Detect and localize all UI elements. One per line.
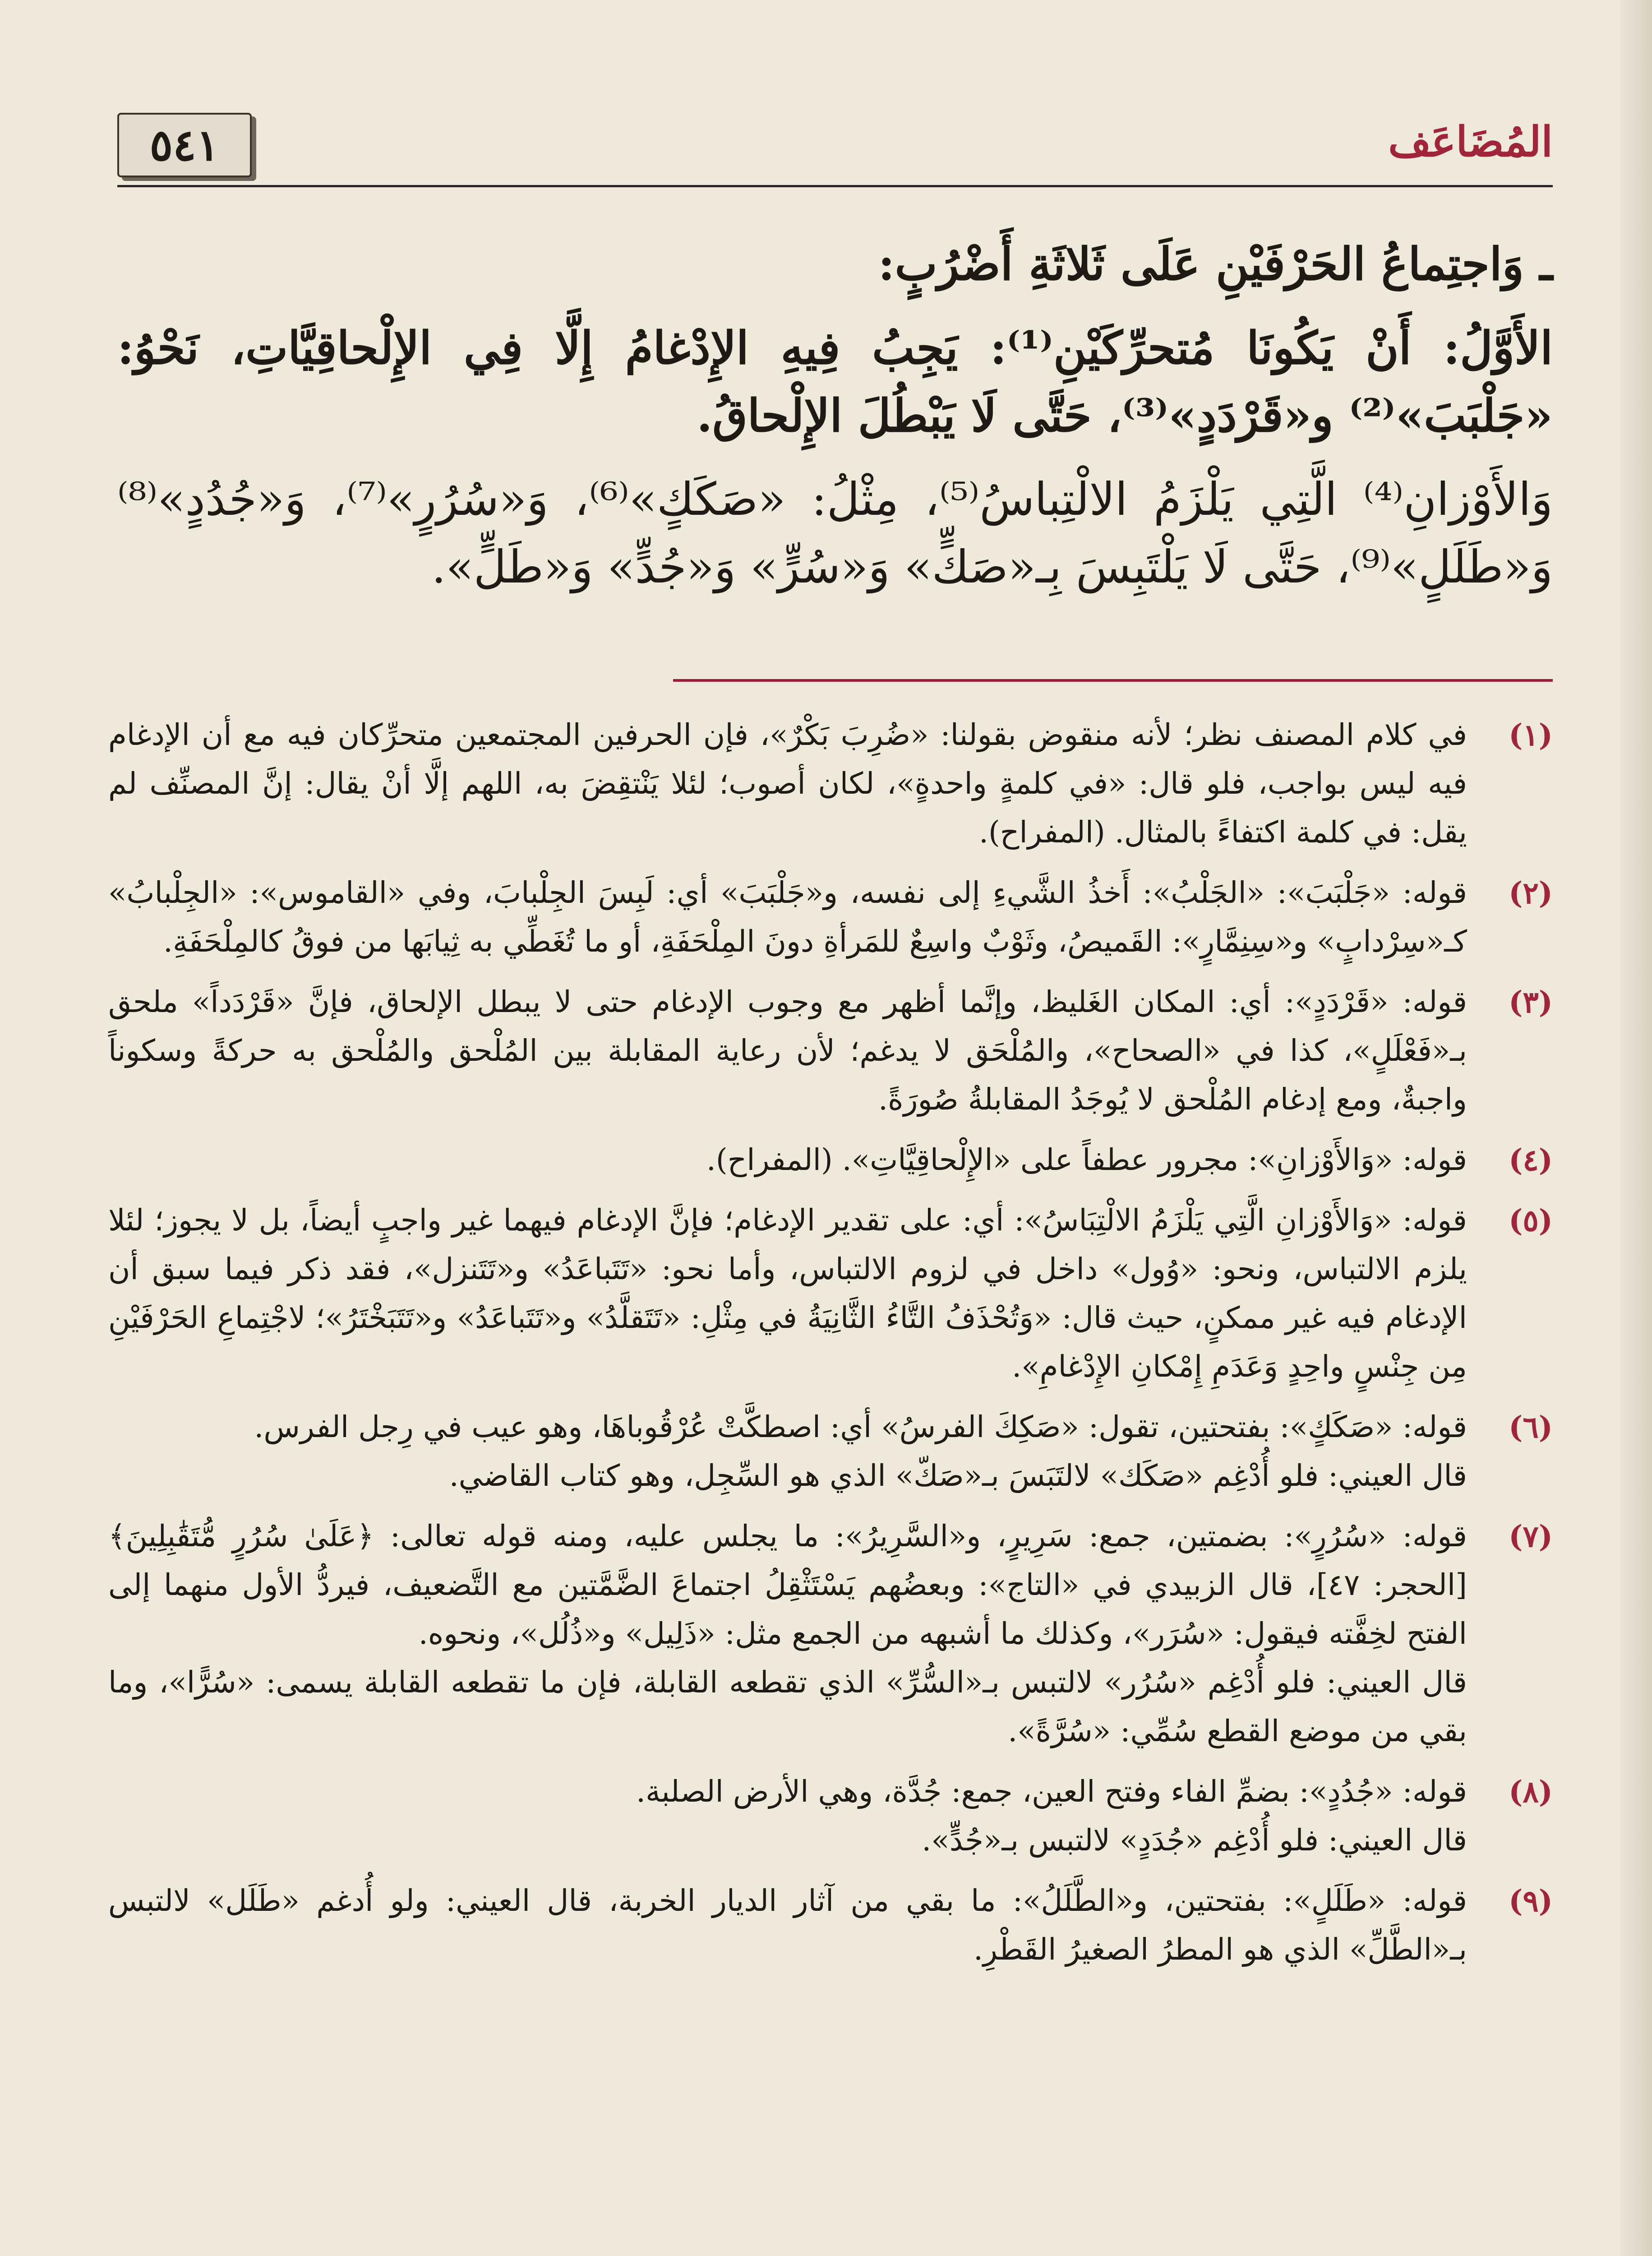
footnote-number: (٣) <box>1509 985 1553 1020</box>
footnote <box>108 978 1553 1124</box>
footnote <box>108 1512 1553 1756</box>
footnote-number: (٧) <box>1509 1519 1553 1554</box>
footnote <box>108 869 1553 966</box>
main-text <box>117 230 1553 650</box>
footnote-number: (٢) <box>1509 875 1553 911</box>
footnote-text: قوله: «وَالأَوْزانِ»: مجرور عطفاً على «الإِلْحاقِيَّاتِ». (المفراح). <box>706 1142 1467 1177</box>
footnote-text: قوله: «طَلَلٍ»: بفتحتين، و«الطَّلَلُ»: ما بقي من آثار الديار الخربة، قال العيني: ولو أُدغم «طَلَل» لالتبس بـ«الطَّلِّ» الذي هو المطرُ الصغيرُ القَطْرِ. <box>108 1883 1467 1967</box>
footnote <box>108 1196 1553 1391</box>
footnote <box>108 1877 1553 1974</box>
footnote-number: (٥) <box>1509 1203 1553 1238</box>
footnote-extra: قال العيني: فلو أُدْغِم «سُرُر» لالتبس بـ«السُّرِّ» الذي تقطعه القابلة، فإن ما تقطعه القابلة يسمى: «سُرًّا»، وما بقي من موضع القطع سُمِّي: «سُرَّةً». <box>108 1665 1467 1748</box>
footnote-number: (٦) <box>1509 1410 1553 1445</box>
footnote-number: (٩) <box>1509 1883 1553 1919</box>
footnote-extra: قال العيني: فلو أُدْغِم «جُدَدٍ» لالتبس بـ«جُدٍّ». <box>922 1823 1467 1858</box>
footnote-text: قوله: «قَرْدَدٍ»: أي: المكان الغَليظ، وإنَّما أظهر مع وجوب الإدغام حتى لا يبطل الإلحاق، فإنَّ «قَرْدَداً» ملحق بـ«فَعْلَلٍ»، كذا في «الصحاح»، والمُلْحَق لا يدغم؛ لأن رعاية المقابلة بين المُلْحق والمُلْحق به حركةً وسكوناً واجبةٌ، ومع إدغام المُلْحق لا يُوجَدُ المقابلةُ صُورَةً. <box>108 985 1467 1117</box>
footnote <box>108 1767 1553 1865</box>
page-header <box>117 99 1553 187</box>
chapter-title: المُضَاعَف <box>1388 117 1553 166</box>
main-heading: ـ وَاجتِماعُ الحَرْفَيْنِ عَلَى ثَلاثَةِ أَضْرُبٍ: <box>878 237 1553 291</box>
footnote-number: (١) <box>1509 717 1553 753</box>
footnote-divider <box>673 679 1553 682</box>
footnote-number: (٤) <box>1509 1142 1553 1178</box>
footnotes <box>108 711 1553 2256</box>
footnote <box>108 711 1553 857</box>
footnote-extra: قال العيني: فلو أُدْغِم «صَكَك» لالتَبَسَ بـ«صَكّ» الذي هو السِّجِل، وهو كتاب القاضي. <box>449 1458 1467 1493</box>
footnote-text: قوله: «جَلْبَبَ»: «الجَلْبُ»: أَخذُ الشَّيءِ إلى نفسه، و«جَلْبَبَ» أي: لَبِسَ الجِلْبابَ، وفي «القاموس»: «الجِلْبابُ» كـ«سِرْدابٍ» و«سِنِمَّارٍ»: القَميصُ، وثَوْبٌ واسِعٌ للمَرأةِ دونَ المِلْحَفَةِ، أو ما تُغَطِّي به ثِيابَها من فوقُ كالمِلْحَفَةِ. <box>108 875 1467 959</box>
footnote-text: قوله: «جُدُدٍ»: بضمِّ الفاء وفتح العين، جمع: جُدَّة، وهي الأرض الصلبة. <box>636 1774 1467 1809</box>
footnote-text: قوله: «سُرُرٍ»: بضمتين، جمع: سَرِيرٍ، و«السَّرِيرُ»: ما يجلس عليه، ومنه قوله تعالى: ﴿عَلَىٰ سُرُرٍ مُّتَقَٰبِلِينَ﴾ [الحجر: ٤٧]، قال الزبيدي في «التاج»: وبعضُهم يَسْتَثْقِلُ اجتماعَ الضَّمَّتين مع التَّضعيف، فيردُّ الأول منهما إلى الفتح لخِفَّته فيقول: «سُرَر»، وكذلك ما أشبهه من الجمع مثل: «ذَلِيل» و«ذُلُل»، ونحوه. <box>108 1519 1467 1651</box>
main-paragraph-second: وَالأَوْزانِ⁽⁴⁾ الَّتِي يَلْزَمُ الالْتِباسُ⁽⁵⁾، مِثْلُ: «صَكَكٍ»⁽⁶⁾، وَ«سُرُرٍ»⁽⁷⁾، وَ«جُدُدٍ»⁽⁸⁾ وَ«طَلَلٍ»⁽⁹⁾، حَتَّى لَا يَلْتَبِسَ بِـ«صَكٍّ» وَ«سُرٍّ» وَ«جُدٍّ» وَ«طَلٍّ». <box>117 473 1553 593</box>
page-edge-shadow <box>1620 0 1652 2256</box>
footnote-text: في كلام المصنف نظر؛ لأنه منقوض بقولنا: «ضُرِبَ بَكْرٌ»، فإن الحرفين المجتمعين متحرِّكان فيه مع أن الإدغام فيه ليس بواجب، فلو قال: «في كلمةٍ واحدةٍ»، لكان أصوب؛ لئلا يَنْتقِضَ به، اللهم إلَّا أنْ يقال: إنَّ المصنِّف لم يقل: في كلمة اكتفاءً بالمثال. (المفراح). <box>108 717 1467 850</box>
footnote-number: (٨) <box>1509 1774 1553 1809</box>
footnote-text: قوله: «وَالأَوْزانِ الَّتِي يَلْزَمُ الالْتِبَاسُ»: أي: على تقدير الإدغام؛ فإنَّ الإدغام فيهما غير واجبٍ أيضاً، بل لا يجوز؛ لئلا يلزم الالتباس، ونحو: «وُول» داخل في لزوم الالتباس، وأما نحو: «تَتَباعَدُ» و«تَتَنزل»، فقد ذكر فيما سبق أن الإدغام فيه غير ممكنٍ، حيث قال: «وَتُحْذَفُ التَّاءُ الثَّانِيَةُ في مِثْلِ: «تَتَقلَّدُ» و«تَتَباعَدُ» و«تَتَبَخْتَرُ»؛ لاجْتِماعِ الحَرْفَيْنِ مِن جِنْسٍ واحِدٍ وَعَدَمِ إِمْكانِ الإِدْغامِ». <box>108 1203 1467 1384</box>
footnote <box>108 1403 1553 1500</box>
footnote <box>108 1136 1553 1184</box>
page-number: ٥٤١ <box>117 113 252 177</box>
main-paragraph-first: الأَوَّلُ: أَنْ يَكُونَا مُتحرِّكَيْنِ⁽¹⁾: يَجِبُ فِيهِ الإِدْغامُ إِلَّا فِي الإِلْحاقِيَّاتِ، نَحْوُ: «جَلْبَبَ»⁽²⁾ و«قَرْدَدٍ»⁽³⁾، حَتَّى لَا يَبْطُلَ الإِلْحاقُ. <box>117 321 1553 442</box>
footnote-text: قوله: «صَكَكٍ»: بفتحتين، تقول: «صَكِكَ الفرسُ» أي: اصطكَّتْ عُرْقُوباهَا، وهو عيب في رِجل الفرس. <box>254 1410 1467 1444</box>
